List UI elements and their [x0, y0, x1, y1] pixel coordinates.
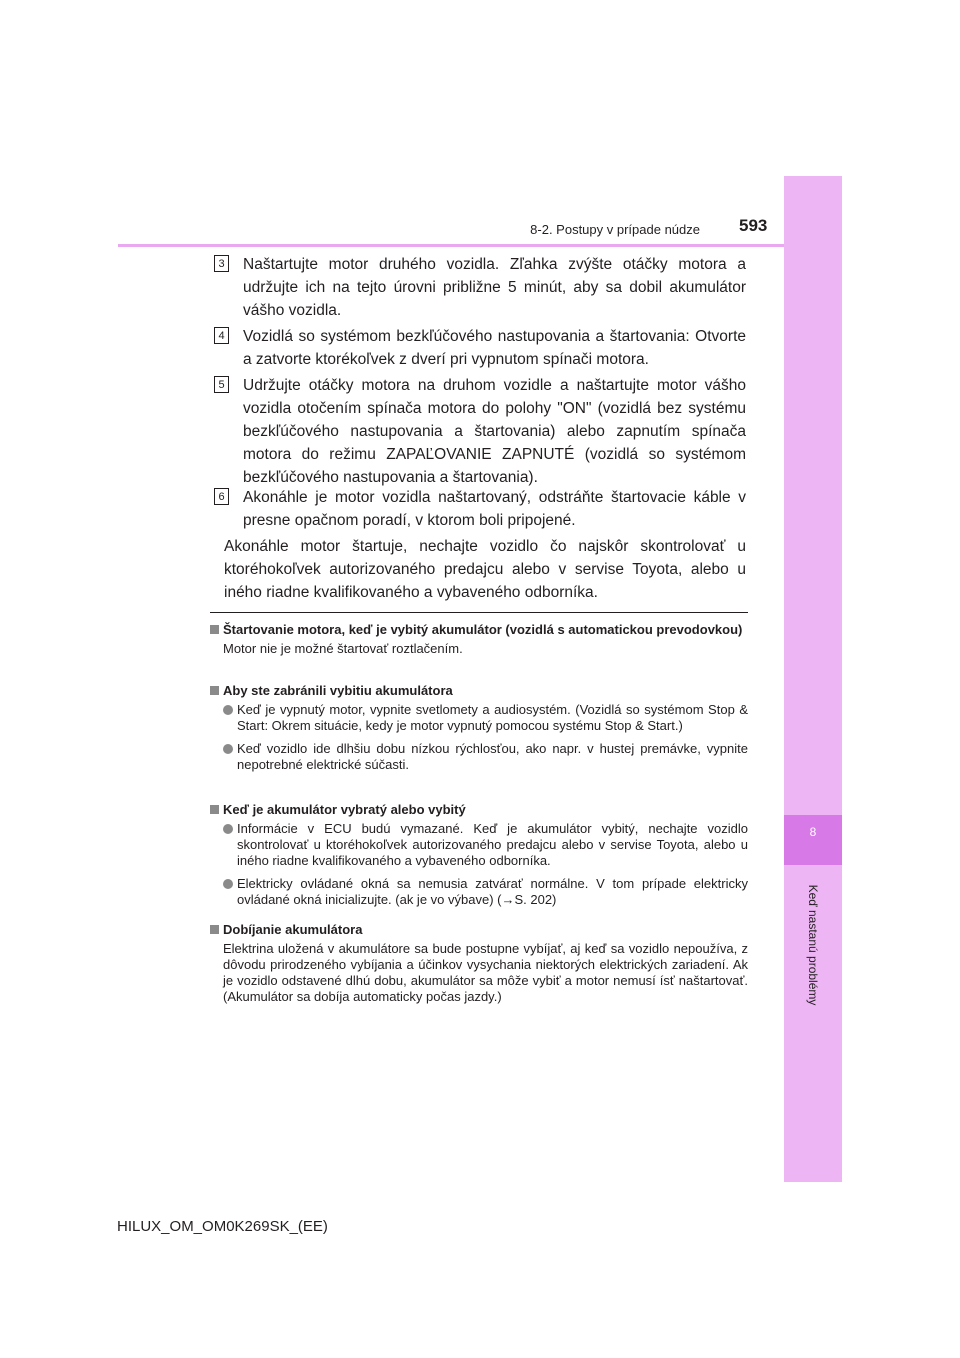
note-heading: Aby ste zabránili vybitiu akumulátora [210, 683, 748, 699]
document-code: HILUX_OM_OM0K269SK_(EE) [117, 1218, 328, 1235]
square-bullet-icon [210, 805, 219, 814]
note-recharging [210, 922, 748, 1005]
step-text: Akonáhle je motor vozidla naštartovaný, odstráňte štartovacie káble v presne opačnom poradí, v ktorom boli pripojené. [243, 489, 746, 529]
step-badge: 6 [214, 488, 229, 505]
note-battery-removed [210, 802, 748, 908]
note-heading: Dobíjanie akumulátora [210, 922, 748, 938]
note-prevent-discharge [210, 683, 748, 773]
chapter-number: 8 [809, 825, 817, 839]
step-badge: 3 [214, 255, 229, 272]
note-bullet: Keď je vypnutý motor, vypnite svetlomety a audiosystém. (Vozidlá so systémom Stop & Start: Okrem situácie, kedy je motor vypnutý pomocou systému Stop & Start.) [210, 702, 748, 734]
note-start-engine [210, 622, 748, 657]
closing-paragraph: Akonáhle motor štartuje, nechajte vozidlo čo najskôr skontrolovať u ktoréhokoľvek autorizovaného predajcu alebo v servise Toyota, alebo u iného riadne kvalifikovaného a vybaveného odborníka. [224, 538, 746, 601]
note-bullet: Elektricky ovládané okná sa nemusia zatvárať normálne. V tom prípade elektricky ovládané okná inicializujte. (ak je vo výbave) (→S. 202) [210, 876, 748, 908]
step-5 [214, 374, 746, 489]
circle-bullet-icon [223, 705, 233, 715]
square-bullet-icon [210, 625, 219, 634]
note-body: Elektrina uložená v akumulátore sa bude postupne vybíjať, aj keď sa vozidlo nepoužíva, z dôvodu prirodzeného vybíjania a účinkov vysychania niektorých elektrických zariadení. Ak je vozidlo odstavené dlhú dobu, akumulátor sa môže vybiť a motor nemusí ísť naštartovať. (Akumulátor sa dobíja automaticky počas jazdy.) [223, 941, 748, 1004]
circle-bullet-icon [223, 879, 233, 889]
note-heading: Štartovanie motora, keď je vybitý akumulátor (vozidlá s automatickou prevodovkou) [210, 622, 748, 638]
step-4 [214, 325, 746, 371]
step-6 [214, 486, 746, 532]
chapter-sidebar [784, 176, 842, 1182]
note-bullet: Informácie v ECU budú vymazané. Keď je akumulátor vybitý, nechajte vozidlo skontrolovať u ktoréhokoľvek autorizovaného predajcu alebo v servise Toyota, alebo u iného riadne kvalifikovaného a vybaveného odborníka. [210, 821, 748, 869]
circle-bullet-icon [223, 824, 233, 834]
square-bullet-icon [210, 686, 219, 695]
step-text: Naštartujte motor druhého vozidla. Zľahka zvýšte otáčky motora a udržujte ich na tejto úrovni približne 5 minút, aby sa dobil akumulátor vášho vozidla. [243, 256, 746, 319]
page-number: 593 [739, 216, 768, 235]
chapter-tab[interactable] [784, 815, 842, 865]
step-badge: 5 [214, 376, 229, 393]
step-3 [214, 253, 746, 322]
header-rule [118, 244, 784, 247]
section-title: 8-2. Postupy v prípade núdze [530, 222, 700, 237]
note-body: Motor nie je možné štartovať roztlačením. [223, 641, 463, 656]
square-bullet-icon [210, 925, 219, 934]
circle-bullet-icon [223, 744, 233, 754]
section-divider [210, 612, 748, 613]
step-badge: 4 [214, 327, 229, 344]
step-text: Vozidlá so systémom bezkľúčového nastupovania a štartovania: Otvorte a zatvorte ktorékoľvek z dverí pri vypnutom spínači motora. [243, 328, 746, 368]
note-heading: Keď je akumulátor vybratý alebo vybitý [210, 802, 748, 818]
step-text: Udržujte otáčky motora na druhom vozidle a naštartujte motor vášho vozidla otočením spínača motora do polohy "ON" (vozidlá bez systému bezkľúčového nastupovania a štartovania) alebo zapnutím spínača motora do režimu ZAPAĽOVANIE ZAPNUTÉ (vozidlá so systémom bezkľúčového nastupovania a štartovania). [243, 377, 746, 486]
note-bullet: Keď vozidlo ide dlhšiu dobu nízkou rýchlosťou, ako napr. v hustej premávke, vypnite nepotrebné elektrické súčasti. [210, 741, 748, 773]
chapter-title: Keď nastanú problémy [806, 884, 820, 1006]
